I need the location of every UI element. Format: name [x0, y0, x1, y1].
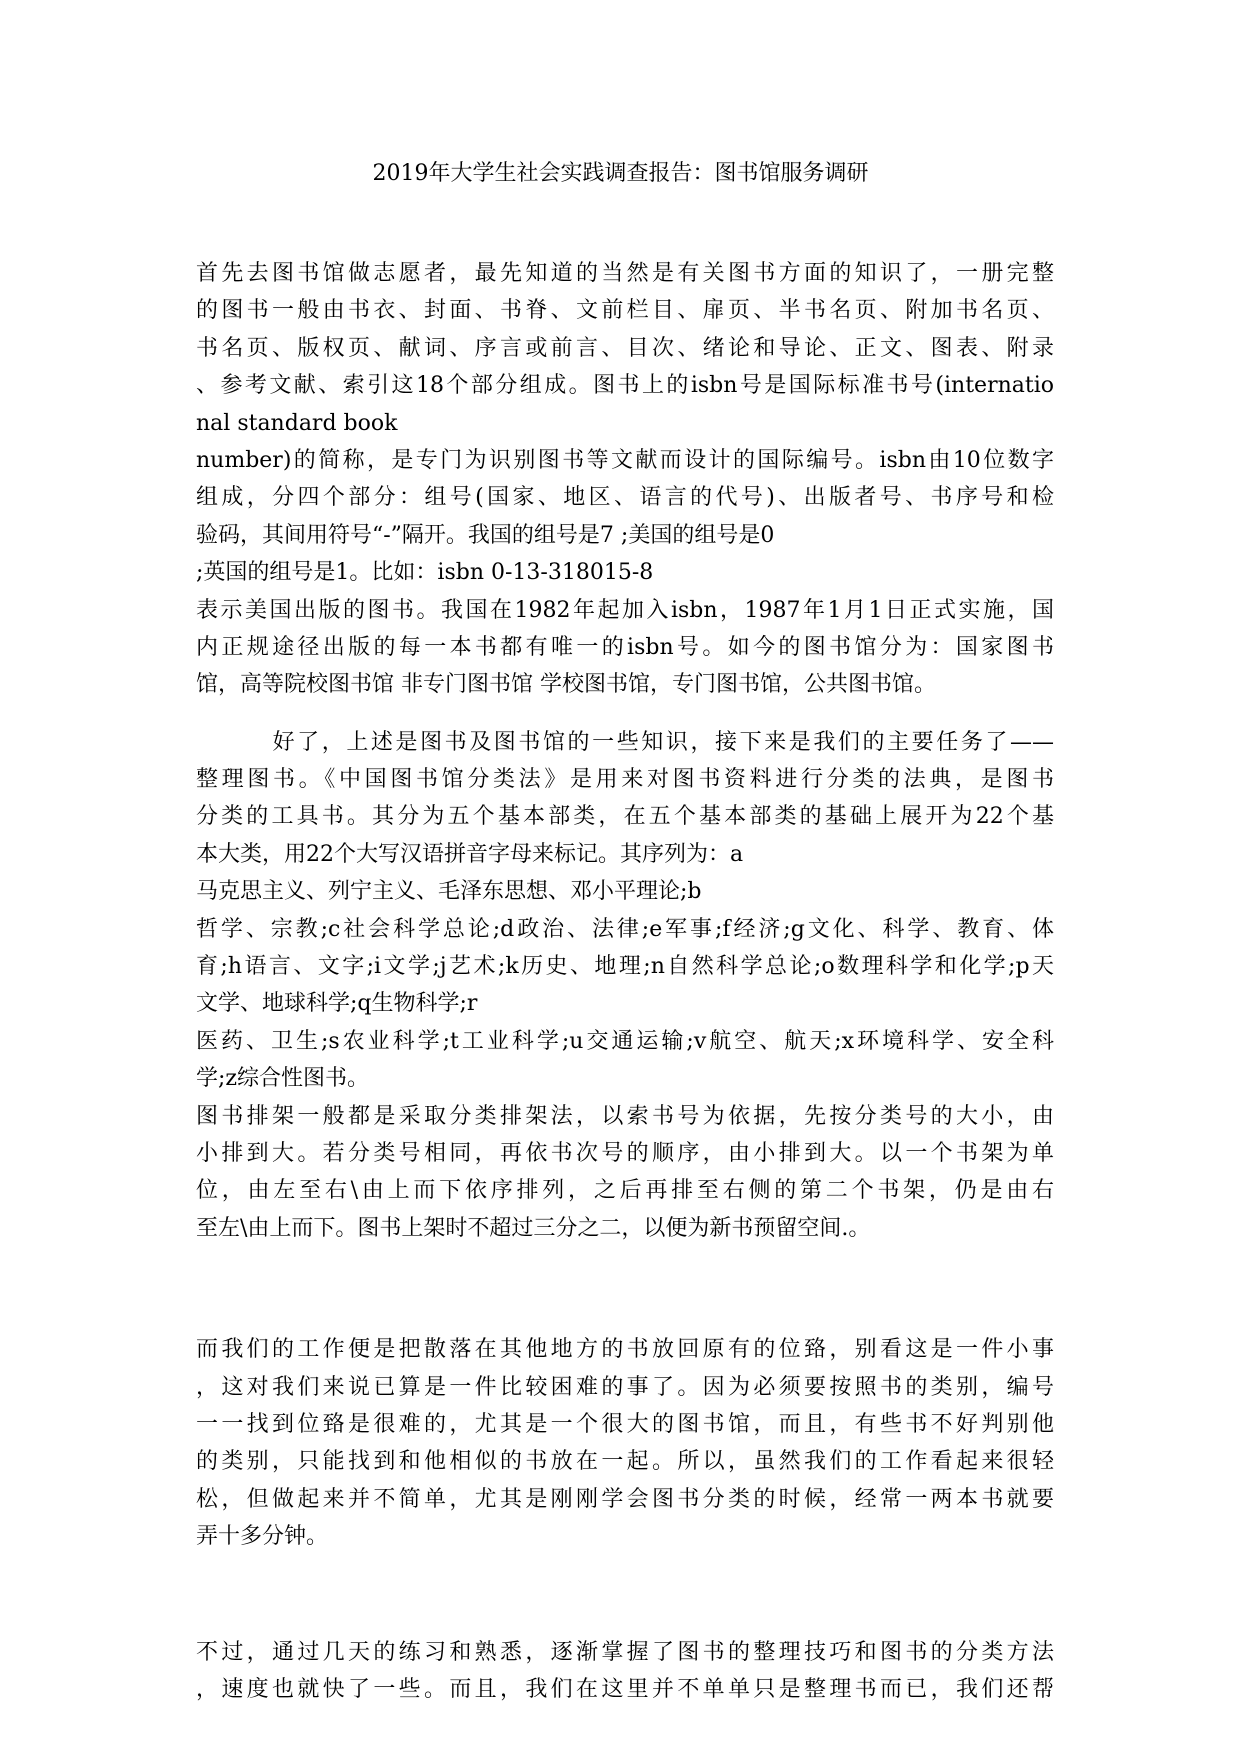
text-line: 图书排架一般都是采取分类排架法，以索书号为依据，先按分类号的大小，由 — [196, 1103, 1054, 1129]
text-line: 马克思主义、列宁主义、毛泽东思想、邓小平理论;b — [196, 879, 702, 905]
text-line: 的类别，只能找到和他相似的书放在一起。所以，虽然我们的工作看起来很轻 — [196, 1449, 1054, 1475]
text-line: 好了，上述是图书及图书馆的一些知识，接下来是我们的主要任务了—— — [196, 729, 1054, 755]
document-body — [196, 255, 1054, 1708]
text-line: number)的简称，是专门为识别图书等文献而设计的国际编号。isbn由10位数字 — [196, 447, 1054, 473]
text-line: 一一找到位臵是很难的，尤其是一个很大的图书馆，而且，有些书不好判别他 — [196, 1411, 1054, 1437]
text-line: 内正规途径出版的每一本书都有唯一的isbn号。如今的图书馆分为：国家图书 — [196, 634, 1054, 660]
text-line: 育;h语言、文字;i文学;j艺术;k历史、地理;n自然科学总论;o数理科学和化学;p天 — [196, 954, 1054, 980]
paragraph-isbn-intro — [196, 255, 1054, 704]
paragraph-spacer — [196, 704, 1054, 724]
text-line: ，这对我们来说已算是一件比较困难的事了。因为必须要按照书的类别，编号 — [196, 1374, 1054, 1400]
text-line: 而我们的工作便是把散落在其他地方的书放回原有的位臵，别看这是一件小事 — [196, 1337, 1054, 1363]
text-line: 弄十多分钟。 — [196, 1524, 329, 1550]
text-line: 分类的工具书。其分为五个基本部类，在五个基本部类的基础上展开为22个基 — [196, 804, 1054, 830]
document-title: 2019年大学生社会实践调查报告：图书馆服务调研 — [372, 161, 869, 186]
text-line: 本大类，用22个大写汉语拼音字母来标记。其序列为：a — [196, 841, 744, 867]
paragraph-spacer — [196, 1556, 1054, 1634]
text-line: 、参考文献、索引这18个部分组成。图书上的isbn号是国际标准书号(internatio — [196, 373, 1054, 399]
text-line: 整理图书。《中国图书馆分类法》是用来对图书资料进行分类的法典，是图书 — [196, 767, 1054, 793]
paragraph-work — [196, 1331, 1054, 1555]
text-line: ，速度也就快了一些。而且，我们在这里并不单单只是整理书而已，我们还帮 — [196, 1676, 1054, 1702]
text-line: 位，由左至右\由上而下依序排列，之后再排至右侧的第二个书架，仍是由右 — [196, 1178, 1054, 1204]
text-line: 书名页、版权页、献词、序言或前言、目次、绪论和导论、正文、图表、附录 — [196, 335, 1054, 361]
text-line: 不过，通过几天的练习和熟悉，逐渐掌握了图书的整理技巧和图书的分类方法 — [196, 1639, 1054, 1665]
text-line: 学;z综合性图书。 — [196, 1066, 370, 1092]
text-line: 医药、卫生;s农业科学;t工业科学;u交通运输;v航空、航天;x环境科学、安全科 — [196, 1028, 1054, 1054]
text-line: 首先去图书馆做志愿者，最先知道的当然是有关图书方面的知识了，一册完整 — [196, 261, 1054, 286]
text-line: 松，但做起来并不简单，尤其是刚刚学会图书分类的时候，经常一两本书就要 — [196, 1486, 1054, 1512]
text-line: 哲学、宗教;c社会科学总论;d政治、法律;e军事;f经济;g文化、科学、教育、体 — [196, 916, 1054, 942]
text-line: 小排到大。若分类号相同，再依书次号的顺序，由小排到大。以一个书架为单 — [196, 1140, 1054, 1166]
text-line: 表示美国出版的图书。我国在1982年起加入isbn，1987年1月1日正式实施，国 — [196, 597, 1054, 623]
text-line: nal standard book — [196, 410, 398, 436]
text-line: 馆，高等院校图书馆 非专门图书馆 学校图书馆，专门图书馆，公共图书馆。 — [196, 672, 936, 698]
text-line: 的图书一般由书衣、封面、书脊、文前栏目、扉页、半书名页、附加书名页、 — [196, 298, 1054, 324]
paragraph-progress — [196, 1634, 1054, 1709]
text-line: ;英国的组号是1。比如：isbn 0-13-318015-8 — [196, 560, 654, 586]
text-line: 文学、地球科学;q生物科学;r — [196, 991, 478, 1017]
text-line: 组成，分四个部分：组号(国家、地区、语言的代号)、出版者号、书序号和检 — [196, 485, 1054, 511]
text-line: 至左\由上而下。图书上架时不超过三分之二，以便为新书预留空间.。 — [196, 1215, 871, 1241]
paragraph-spacer — [196, 1247, 1054, 1331]
paragraph-classification — [196, 724, 1054, 1247]
text-line: 验码，其间用符号“-”隔开。我国的组号是7 ;美国的组号是0 — [196, 522, 775, 548]
